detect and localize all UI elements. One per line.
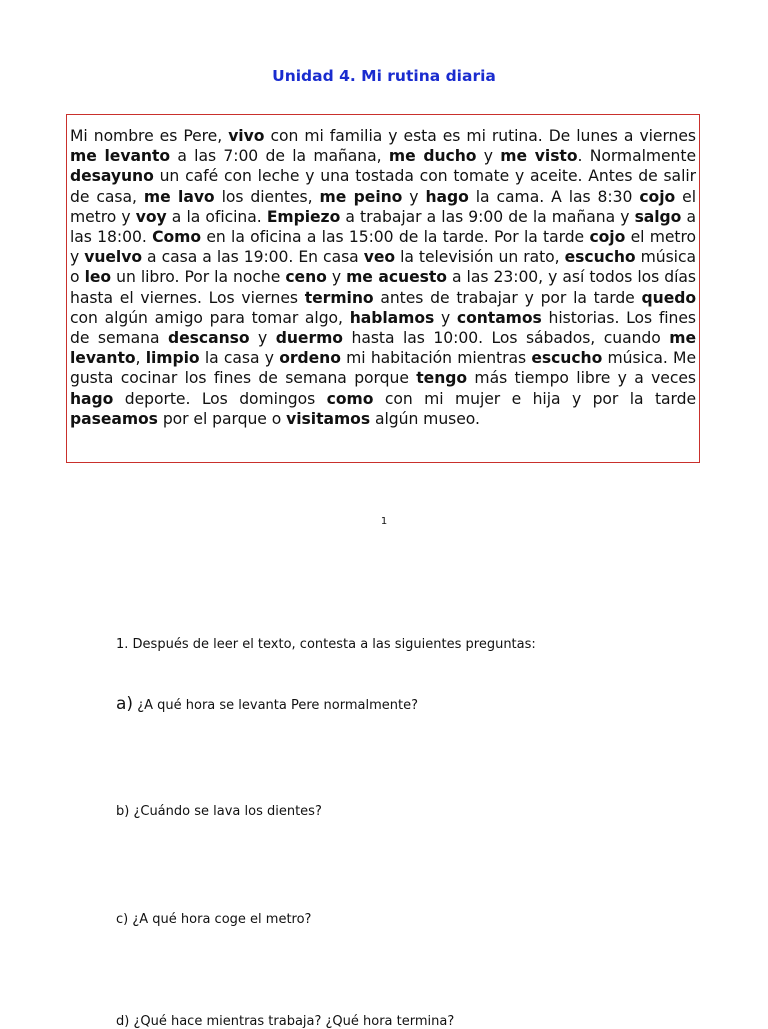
question-marker: c) [116,912,129,927]
highlighted-verb: hago [425,187,469,206]
text-segment: con mi familia y esta es mi rutina. De lunes a viernes [264,127,696,145]
highlighted-verb: vivo [228,127,265,145]
question-b [116,804,322,819]
text-segment: y [476,147,501,166]
highlighted-verb: me levanto [70,147,171,166]
highlighted-verb: me peino [319,187,403,206]
question-d [116,1014,454,1029]
text-segment: con algún amigo para tomar algo, [70,308,350,327]
highlighted-verb: desayuno [70,167,154,186]
highlighted-verb: salgo [634,207,682,226]
highlighted-verb: me visto [500,147,578,166]
highlighted-verb: descanso [168,329,250,348]
question-marker: a) [116,694,134,714]
text-segment: a trabajar a las 9:00 de la mañana y [340,207,635,226]
text-segment: antes de trabajar y por la tarde [373,288,642,307]
text-segment: con mi mujer e hija y por la tarde [373,389,696,408]
reading-paragraph [70,126,696,429]
highlighted-verb: como [326,389,374,408]
highlighted-verb: cojo [639,187,676,206]
question-marker: b) [116,804,130,819]
text-segment: música o [70,248,696,287]
text-segment: Mi nombre es Pere, [70,127,229,145]
highlighted-verb: vuelvo [84,248,142,267]
text-segment: por el parque o [157,409,287,428]
highlighted-verb: limpio [145,349,200,368]
highlighted-verb: duermo [275,329,343,348]
text-segment: a las 7:00 de la mañana, [170,147,389,166]
reading-text-box [66,114,700,463]
highlighted-verb: me lavo [143,187,215,206]
question-a [116,694,418,714]
highlighted-verb: hago [70,389,114,408]
text-segment: la televisión un rato, [395,248,565,267]
text-segment: historias. Los fines de semana [70,308,696,348]
question-text: ¿Qué hace mientras trabaja? ¿Qué hora termina? [133,1014,455,1029]
highlighted-verb: termino [304,288,374,307]
text-segment: y [249,329,276,348]
highlighted-verb: contamos [456,308,542,327]
highlighted-verb: veo [363,248,396,267]
highlighted-verb: ceno [285,268,327,287]
text-segment: los dientes, [214,187,320,206]
highlighted-verb: voy [135,207,167,226]
text-segment: un café con leche y una tostada con tomate y aceite. Antes de salir de casa, [70,167,696,206]
text-segment: a la oficina. [166,207,267,226]
text-segment: , [135,349,146,368]
text-segment: algún museo. [370,409,480,428]
question-text: ¿A qué hora coge el metro? [132,912,312,927]
page-number: 1 [380,516,388,527]
text-segment: hasta las 10:00. Los sábados, cuando [342,329,670,348]
text-segment: y [402,187,426,206]
text-segment: mi habitación mientras [340,349,532,368]
text-segment: deporte. Los domingos [113,389,327,408]
exercise-instruction-text: Después de leer el texto, contesta a las siguientes preguntas: [132,637,536,652]
highlighted-verb: hablamos [349,308,435,327]
text-segment: el metro y [70,228,696,267]
highlighted-verb: ordeno [279,349,341,368]
highlighted-verb: leo [84,268,112,287]
text-segment: y [326,268,347,287]
text-segment: música. Me gusta cocinar los fines de semana porque [70,349,696,388]
question-c [116,912,311,927]
highlighted-verb: escucho [564,248,636,267]
highlighted-verb: tengo [416,369,468,388]
highlighted-verb: me ducho [388,147,477,166]
exercise-instruction [116,637,536,652]
text-segment: un libro. Por la noche [111,268,286,287]
text-segment: a las 18:00. [70,207,696,247]
highlighted-verb: paseamos [70,409,158,428]
text-segment: en la oficina a las 15:00 de la tarde. Por la tarde [201,228,590,247]
text-segment: más tiempo libre y a veces [467,369,696,388]
highlighted-verb: Empiezo [266,207,341,226]
highlighted-verb: me acuesto [346,268,447,287]
highlighted-verb: Como [152,228,202,247]
highlighted-verb: quedo [641,288,696,307]
text-segment: el metro y [70,187,696,226]
highlighted-verb: visitamos [286,409,371,428]
text-segment: la cama. A las 8:30 [468,187,640,206]
highlighted-verb: escucho [531,349,603,368]
question-text: ¿Cuándo se lava los dientes? [133,804,322,819]
highlighted-verb: me levanto [70,329,697,368]
exercise-number: 1. [116,637,129,652]
text-segment: . Normalmente [577,147,696,166]
question-marker: d) [116,1014,130,1029]
highlighted-verb: cojo [589,228,626,247]
text-segment: y [434,308,457,327]
text-segment: la casa y [199,349,280,368]
page-title: Unidad 4. Mi rutina diaria [272,67,496,85]
question-text: ¿A qué hora se levanta Pere normalmente? [137,698,419,713]
text-segment: a las 23:00, y así todos los días hasta el viernes. Los viernes [70,268,696,307]
text-segment: a casa a las 19:00. En casa [142,248,364,267]
